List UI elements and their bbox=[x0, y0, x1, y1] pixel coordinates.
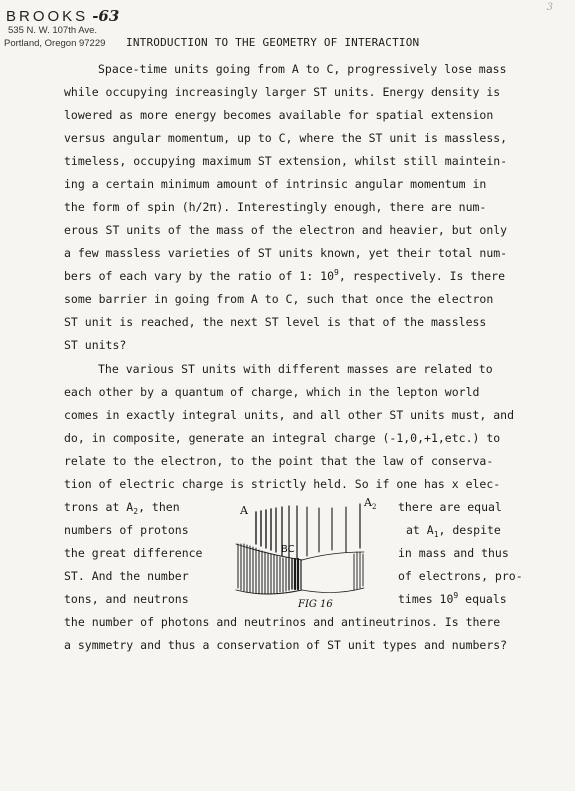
p1-line-12: ST unit is reached, the next ST level is that of the massless bbox=[64, 315, 487, 329]
wrap-right-5 bbox=[398, 592, 507, 606]
figure-lines bbox=[236, 504, 364, 594]
wrap-right-5-a: times 10 bbox=[398, 592, 454, 606]
p1-line-6: ing a certain minimum amount of intrinsic angular momentum in bbox=[64, 177, 487, 191]
p1-line-1: Space-time units going from A to C, progressively lose mass bbox=[98, 62, 507, 76]
wrap-right-1: there are equal bbox=[398, 500, 502, 514]
figure-label-a2: A bbox=[364, 496, 372, 509]
wrap-left-1-sub: 2 bbox=[133, 507, 139, 516]
letterhead-address: 535 N. W. 107th Ave. bbox=[8, 25, 98, 36]
letterhead-name bbox=[6, 7, 119, 25]
p1-line-13: ST units? bbox=[64, 338, 127, 352]
closing-line-1: the number of photons and neutrinos and antineutrinos. Is there bbox=[64, 615, 501, 629]
figure-label-bc: BC bbox=[281, 544, 295, 555]
wrap-right-4: of electrons, pro- bbox=[398, 569, 523, 583]
figure-16 bbox=[226, 492, 386, 610]
p1-line-5: timeless, occupying maximum ST extension, whilst still maintein- bbox=[64, 154, 508, 168]
p1-line-8: erous ST units of the mass of the electron and heavier, but only bbox=[64, 223, 508, 237]
corner-mark: 3 bbox=[546, 2, 553, 13]
p2-line-1: The various ST units with different masses are related to bbox=[98, 362, 493, 376]
wrap-right-2-a: at A bbox=[406, 523, 434, 537]
p2-line-6: tion of electric charge is strictly held. So if one has x elec- bbox=[64, 477, 501, 491]
p1-line-10-b: , respectively. Is there bbox=[338, 269, 506, 283]
wrap-right-5-b: equals bbox=[458, 592, 507, 606]
wrap-left-2: numbers of protons bbox=[64, 523, 189, 537]
figure-label-a2-sub: 2 bbox=[372, 503, 377, 511]
p1-line-3: lowered as more energy becomes available for spatial extension bbox=[64, 108, 494, 122]
wrap-right-2-sub: 1 bbox=[433, 530, 439, 539]
wrap-left-1-b: , then bbox=[138, 500, 180, 514]
wrap-right-2 bbox=[406, 523, 501, 537]
p2-line-5: relate to the electron, to the point that the law of conserva- bbox=[64, 454, 494, 468]
closing-line-2: a symmetry and thus a conservation of ST unit types and numbers? bbox=[64, 638, 508, 652]
wrap-right-3: in mass and thus bbox=[398, 546, 509, 560]
wrap-left-1-a: trons at A bbox=[64, 500, 134, 514]
figure-caption: FIG 16 bbox=[298, 599, 333, 610]
wrap-left-5: tons, and neutrons bbox=[64, 592, 189, 606]
figure-label-a: A bbox=[240, 504, 248, 517]
p2-line-4: do, in composite, generate an integral charge (-1,0,+1,etc.) to bbox=[64, 431, 501, 445]
wrap-left-1 bbox=[64, 500, 180, 514]
letterhead-brand: BROOKS bbox=[6, 8, 89, 25]
wrap-left-4: ST. And the number bbox=[64, 569, 189, 583]
p1-line-9: a few massless varieties of ST units known, yet their total num- bbox=[64, 246, 508, 260]
p1-line-11: some barrier in going from A to C, such that once the electron bbox=[64, 292, 494, 306]
p1-line-2: while occupying increasingly larger ST units. Energy density is bbox=[64, 85, 501, 99]
p1-line-7: the form of spin (h/2π). Interestingly enough, there are num- bbox=[64, 200, 487, 214]
p1-line-4: versus angular momentum, up to C, where the ST unit is massless, bbox=[64, 131, 508, 145]
p2-line-2: each other by a quantum of charge, which in the lepton world bbox=[64, 385, 480, 399]
p1-exponent: 9 bbox=[334, 268, 339, 277]
p1-line-10-a: bers of each vary by the ratio of 1: 10 bbox=[64, 269, 335, 283]
letterhead-city: Portland, Oregon 97229 bbox=[4, 38, 106, 49]
p2-line-3: comes in exactly integral units, and all other ST units must, and bbox=[64, 408, 515, 422]
p1-line-10 bbox=[64, 269, 505, 283]
wrap-right-2-b: , despite bbox=[438, 523, 501, 537]
wrap-left-3: the great difference bbox=[64, 546, 203, 560]
handwritten-page-note: -63 bbox=[92, 7, 120, 25]
wrap-right-exponent: 9 bbox=[453, 591, 459, 600]
document-title: INTRODUCTION TO THE GEOMETRY OF INTERACTION bbox=[126, 36, 420, 49]
